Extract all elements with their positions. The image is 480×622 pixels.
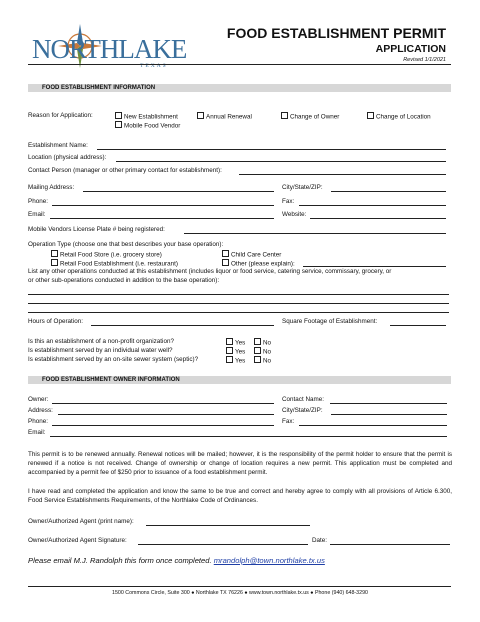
checkbox[interactable] — [281, 112, 288, 119]
print-name-field[interactable] — [146, 525, 310, 526]
owner-field[interactable] — [52, 403, 274, 404]
footer-rule — [28, 586, 451, 587]
email-instruction — [28, 556, 325, 565]
form-subtitle: APPLICATION — [375, 43, 446, 55]
question-septic: Is establishment served by an on-site sewer system (septic)? — [28, 356, 199, 363]
other-ops-field[interactable] — [28, 294, 449, 295]
fax-field[interactable] — [299, 205, 446, 206]
operation-type-label: Operation Type (choose one that best describes your base operation): — [28, 241, 224, 248]
checkbox-label: Change of Location — [376, 113, 431, 121]
checkbox[interactable] — [222, 250, 229, 257]
other-ops-line2: or other sub-operations conducted in addition to the base operation): — [28, 277, 220, 284]
reason-change-location[interactable] — [367, 112, 431, 122]
other-ops-line1: List any other operations conducted at this establishment (includes liquor or food service, catering service, commissary, grocery, or — [28, 268, 392, 275]
checkbox-label: No — [263, 348, 272, 356]
reason-mobile[interactable] — [115, 121, 180, 131]
signature-field[interactable] — [138, 544, 308, 545]
no-option[interactable] — [254, 356, 271, 366]
establishment-name-label: Establishment Name: — [28, 142, 88, 149]
owner-city-state-zip-label: City/State/ZIP: — [282, 407, 323, 414]
email-link[interactable]: mrandolph@town.northlake.tx.us — [213, 556, 325, 565]
checkbox[interactable] — [254, 338, 261, 345]
owner-fax-field[interactable] — [299, 425, 447, 426]
phone-field[interactable] — [52, 205, 274, 206]
op-other-field[interactable] — [303, 266, 446, 267]
checkbox[interactable] — [367, 112, 374, 119]
city-state-zip-field[interactable] — [331, 191, 446, 192]
location-label: Location (physical address): — [28, 154, 107, 161]
email-label: Email: — [28, 211, 46, 218]
checkbox[interactable] — [226, 347, 233, 354]
contact-name-field[interactable] — [330, 403, 447, 404]
owner-address-label: Address: — [28, 407, 53, 414]
signature-label: Owner/Authorized Agent Signature: — [28, 537, 127, 544]
owner-phone-field[interactable] — [52, 425, 274, 426]
date-field[interactable] — [330, 544, 450, 545]
checkbox[interactable] — [222, 259, 229, 266]
owner-fax-label: Fax: — [282, 418, 295, 425]
checkbox[interactable] — [51, 259, 58, 266]
contact-person-label: Contact Person (manager or other primary contact for establishment): — [28, 167, 222, 174]
checkbox[interactable] — [115, 112, 122, 119]
checkbox-label: Mobile Food Vendor — [124, 122, 181, 130]
owner-label: Owner: — [28, 396, 49, 403]
revised-date: Revised 1/1/2021 — [403, 57, 446, 63]
section-title: FOOD ESTABLISHMENT INFORMATION — [42, 85, 156, 91]
owner-email-field[interactable] — [50, 436, 447, 437]
owner-city-state-zip-field[interactable] — [331, 414, 447, 415]
reason-renewal[interactable] — [197, 112, 252, 122]
section-heading — [28, 376, 451, 384]
other-ops-field[interactable] — [28, 312, 449, 313]
checkbox-label: Annual Renewal — [206, 113, 252, 121]
checkbox-label: No — [263, 357, 272, 365]
question-nonprofit: Is this an establishment of a non-profit organization? — [28, 338, 174, 345]
checkbox-label: Yes — [235, 357, 246, 365]
hours-field[interactable] — [91, 325, 274, 326]
owner-address-field[interactable] — [58, 414, 274, 415]
reason-change-owner[interactable] — [281, 112, 339, 122]
website-label: Website: — [282, 211, 307, 218]
checkbox-label: Change of Owner — [290, 113, 340, 121]
mobile-plate-field[interactable] — [184, 233, 446, 234]
yes-option[interactable] — [226, 356, 245, 366]
mobile-plate-label: Mobile Vendors License Plate # being registered: — [28, 226, 165, 233]
northlake-logo — [30, 22, 190, 74]
checkbox[interactable] — [51, 250, 58, 257]
establishment-name-field[interactable] — [97, 149, 446, 150]
checkbox-label: No — [263, 339, 272, 347]
square-footage-field[interactable] — [390, 325, 446, 326]
checkbox-label: Other (please explain): — [231, 260, 295, 268]
checkbox-label: Retail Food Establishment (i.e. restaurant) — [60, 260, 178, 268]
location-field[interactable] — [116, 161, 446, 162]
mailing-address-field[interactable] — [83, 191, 274, 192]
checkbox[interactable] — [197, 112, 204, 119]
mailing-address-label: Mailing Address: — [28, 184, 75, 191]
renewal-notice: This permit is to be renewed annually. Renewal notices will be mailed; however, it is the responsibility of the permit holder to ensure that the permit is renewed if a notice is not received. Change of ownership or change of location requires a new permit. This application must be completed and accompanied by a permit fee of $250 prior to issuance of a food establishment permit. — [28, 451, 452, 476]
footer-contact: 1500 Commons Circle, Suite 300 ● Northlake TX 76226 ● www.town.northlake.tx.us ● Phone (940) 648-3290 — [112, 590, 368, 596]
logo-subtext: TEXAS — [140, 63, 168, 69]
date-label: Date: — [312, 537, 328, 544]
checkbox[interactable] — [115, 121, 122, 128]
checkbox-label: Yes — [235, 348, 246, 356]
checkbox[interactable] — [226, 356, 233, 363]
checkbox-label: Retail Food Store (i.e. grocery store) — [60, 251, 162, 259]
contact-person-field[interactable] — [239, 174, 446, 175]
fax-label: Fax: — [282, 198, 295, 205]
certification-statement: I have read and completed the application and know the same to be true and correct and hereby agree to comply with all provisions of Article 6.300, Food Service Establishments Requirements, of the Northlake Code of Ordinances. — [28, 488, 452, 504]
email-field[interactable] — [50, 218, 274, 219]
logo-text: NORTHLAKE — [32, 34, 187, 64]
contact-name-label: Contact Name: — [282, 396, 324, 403]
checkbox-label: Child Care Center — [231, 251, 282, 259]
website-field[interactable] — [310, 218, 446, 219]
checkbox-label: New Establishment — [124, 113, 178, 121]
checkbox[interactable] — [226, 338, 233, 345]
owner-email-label: Email: — [28, 429, 46, 436]
other-ops-field[interactable] — [28, 303, 449, 304]
checkbox[interactable] — [254, 356, 261, 363]
section-heading — [28, 84, 451, 92]
question-well: Is establishment served by an individual water well? — [28, 347, 173, 354]
owner-phone-label: Phone: — [28, 418, 48, 425]
section-title: FOOD ESTABLISHMENT OWNER INFORMATION — [42, 377, 180, 383]
print-name-label: Owner/Authorized Agent (print name): — [28, 518, 134, 525]
header-rule — [28, 64, 451, 65]
form-title: FOOD ESTABLISHMENT PERMIT — [226, 25, 446, 41]
email-instruction-text: Please email M.J. Randolph this form once completed. — [28, 556, 212, 565]
city-state-zip-label: City/State/ZIP: — [282, 184, 323, 191]
checkbox-label: Yes — [235, 339, 246, 347]
hours-label: Hours of Operation: — [28, 318, 83, 325]
square-footage-label: Square Footage of Establishment: — [282, 318, 378, 325]
checkbox[interactable] — [254, 347, 261, 354]
reason-label: Reason for Application: — [28, 112, 93, 119]
phone-label: Phone: — [28, 198, 48, 205]
